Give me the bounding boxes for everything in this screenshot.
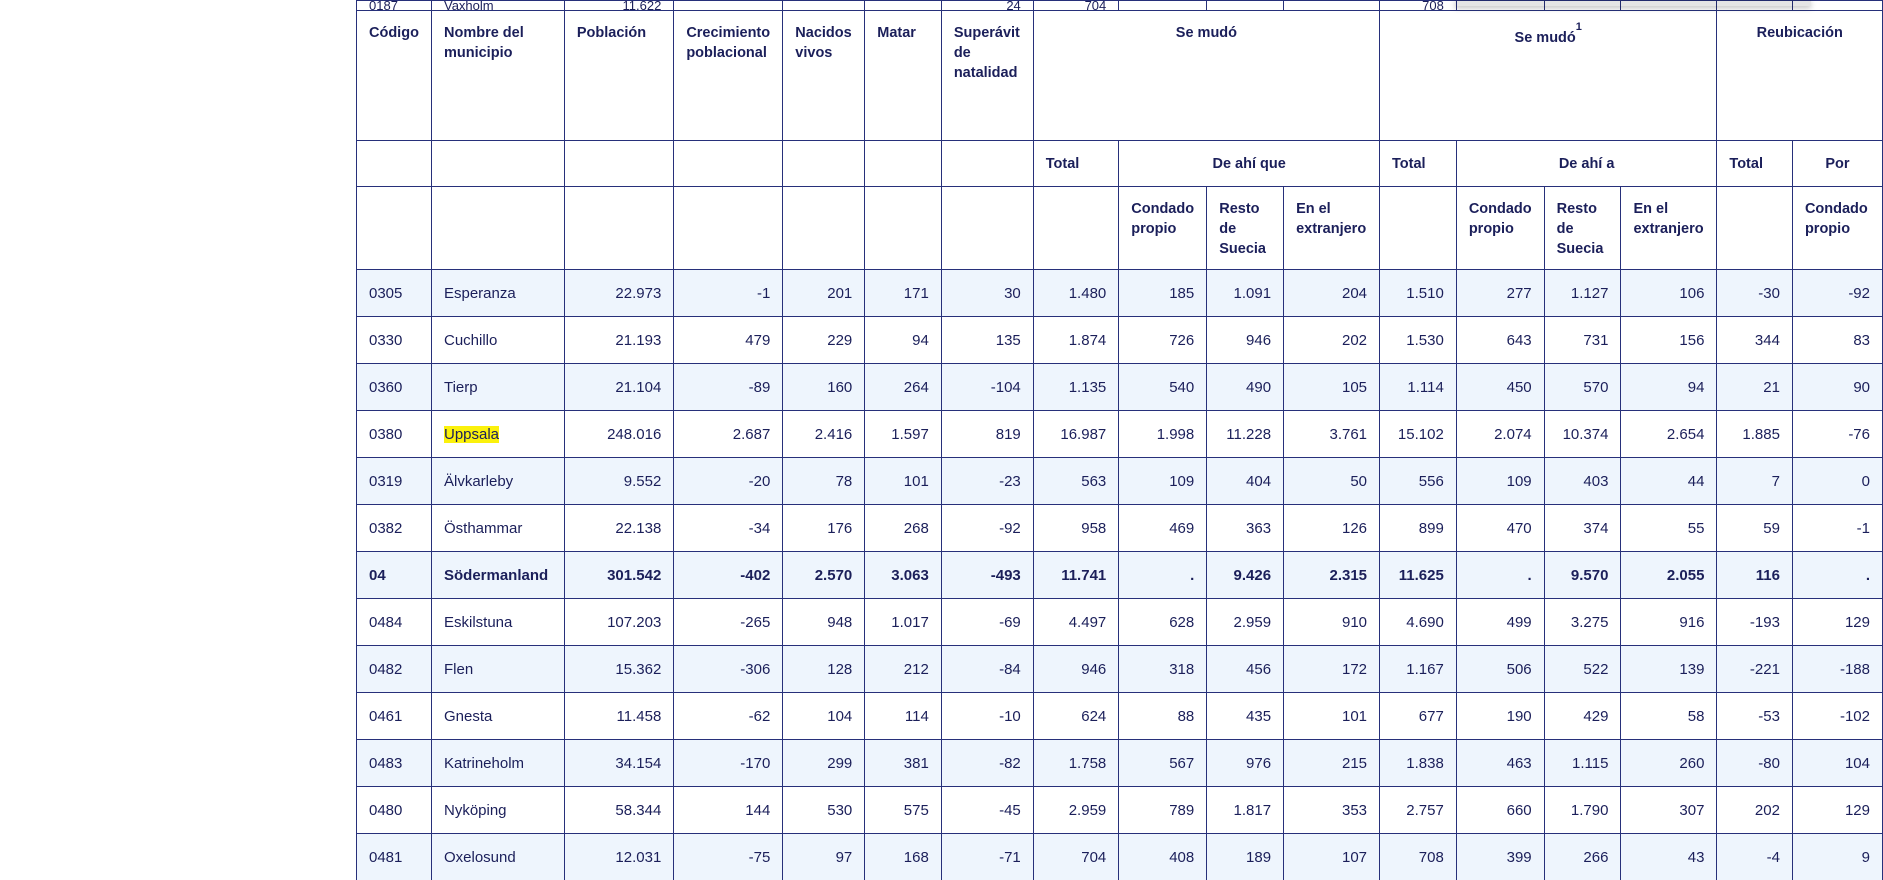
cell-value: 624 — [1033, 693, 1118, 740]
cell-value: 556 — [1380, 458, 1457, 505]
header-blank — [674, 141, 783, 187]
cell-value: -62 — [674, 693, 783, 740]
table-cell: 0187 — [357, 1, 432, 11]
cell-codigo: 04 — [357, 552, 432, 599]
cell-nombre: Esperanza — [431, 270, 564, 317]
header-blank — [941, 187, 1033, 270]
cell-value: 2.074 — [1456, 411, 1544, 458]
table-row[interactable] — [357, 505, 1883, 552]
cell-value: 97 — [783, 834, 865, 880]
cell-value: 1.790 — [1544, 787, 1621, 834]
cell-value: 116 — [1717, 552, 1793, 599]
cell-value: -265 — [674, 599, 783, 646]
cell-codigo: 0319 — [357, 458, 432, 505]
table-row[interactable] — [357, 552, 1883, 599]
cell-value: 1.091 — [1207, 270, 1284, 317]
cell-value: 109 — [1119, 458, 1207, 505]
cell-value: 344 — [1717, 317, 1793, 364]
cell-value: 789 — [1119, 787, 1207, 834]
header-blank — [865, 187, 942, 270]
cell-value: 404 — [1207, 458, 1284, 505]
cell-value: -193 — [1717, 599, 1793, 646]
cell-value: 201 — [783, 270, 865, 317]
cell-value: -306 — [674, 646, 783, 693]
header-blank — [1380, 187, 1457, 270]
cell-value: 563 — [1033, 458, 1118, 505]
cell-value: 59 — [1717, 505, 1793, 552]
cell-value: -30 — [1717, 270, 1793, 317]
cell-value: 104 — [1792, 740, 1882, 787]
cell-value: 408 — [1119, 834, 1207, 880]
cell-value: 101 — [1284, 693, 1380, 740]
cell-value: 172 — [1284, 646, 1380, 693]
cell-value: -221 — [1717, 646, 1793, 693]
cell-value: 2.959 — [1033, 787, 1118, 834]
header-matar: Matar — [865, 11, 942, 141]
cell-value: -1 — [674, 270, 783, 317]
cell-value: 43 — [1621, 834, 1717, 880]
header-reubicacion — [1717, 11, 1883, 141]
cell-value: 156 — [1621, 317, 1717, 364]
header-de-ahi-que: De ahí que — [1119, 141, 1380, 187]
cell-value: 677 — [1380, 693, 1457, 740]
table-row[interactable] — [357, 693, 1883, 740]
cell-codigo: 0480 — [357, 787, 432, 834]
cell-value: 58 — [1621, 693, 1717, 740]
cell-codigo: 0360 — [357, 364, 432, 411]
table-cell — [1284, 1, 1380, 11]
cell-value: 9.552 — [564, 458, 673, 505]
cell-value: 403 — [1544, 458, 1621, 505]
cell-value: -84 — [941, 646, 1033, 693]
cell-value: 268 — [865, 505, 942, 552]
cell-value: 958 — [1033, 505, 1118, 552]
dropdown-shadow — [1455, 0, 1811, 6]
cell-value: 435 — [1207, 693, 1284, 740]
header-total-out: Total — [1380, 141, 1457, 187]
cell-value: 34.154 — [564, 740, 673, 787]
cell-value: 1.127 — [1544, 270, 1621, 317]
cell-value: 463 — [1456, 740, 1544, 787]
cell-value: 2.654 — [1621, 411, 1717, 458]
header-blank — [783, 141, 865, 187]
table-cell: Vaxholm — [431, 1, 564, 11]
cell-value: 916 — [1621, 599, 1717, 646]
cell-value: 30 — [941, 270, 1033, 317]
table-row[interactable] — [357, 787, 1883, 834]
cell-value: 277 — [1456, 270, 1544, 317]
cell-value: 499 — [1456, 599, 1544, 646]
cell-value: 202 — [1717, 787, 1793, 834]
cell-value: 15.362 — [564, 646, 673, 693]
header-blank — [674, 187, 783, 270]
cell-value: -89 — [674, 364, 783, 411]
cell-value: 1.998 — [1119, 411, 1207, 458]
cell-value: 10.374 — [1544, 411, 1621, 458]
header-blank — [783, 187, 865, 270]
cell-value: 139 — [1621, 646, 1717, 693]
table-row[interactable] — [357, 270, 1883, 317]
cell-value: 2.416 — [783, 411, 865, 458]
cell-value: 318 — [1119, 646, 1207, 693]
cell-nombre: Tierp — [431, 364, 564, 411]
cell-value: 190 — [1456, 693, 1544, 740]
cell-value: 94 — [865, 317, 942, 364]
table-row[interactable] — [357, 834, 1883, 880]
cell-value: 248.016 — [564, 411, 673, 458]
cell-nombre: Gnesta — [431, 693, 564, 740]
table-row[interactable] — [357, 411, 1883, 458]
cell-codigo: 0382 — [357, 505, 432, 552]
cell-value: -80 — [1717, 740, 1793, 787]
cell-value: 9 — [1792, 834, 1882, 880]
cell-value: 21.104 — [564, 364, 673, 411]
header-resto-suecia-out: Resto de Suecia — [1544, 187, 1621, 270]
cell-value: 1.758 — [1033, 740, 1118, 787]
cell-value: 374 — [1544, 505, 1621, 552]
header-por: Por — [1792, 141, 1882, 187]
table-row[interactable] — [357, 458, 1883, 505]
cell-nombre: Älvkarleby — [431, 458, 564, 505]
header-extranjero-out: En el extranjero — [1621, 187, 1717, 270]
cell-value: -402 — [674, 552, 783, 599]
cell-value: 3.275 — [1544, 599, 1621, 646]
header-blank — [431, 141, 564, 187]
cell-value: 540 — [1119, 364, 1207, 411]
table-cell: 11.622 — [564, 1, 673, 11]
cell-value: 11.625 — [1380, 552, 1457, 599]
cell-value: 726 — [1119, 317, 1207, 364]
cell-value: 456 — [1207, 646, 1284, 693]
cell-value: 2.315 — [1284, 552, 1380, 599]
cell-nombre — [431, 411, 564, 458]
cell-value: 307 — [1621, 787, 1717, 834]
cell-value: 9.426 — [1207, 552, 1284, 599]
cell-value: 55 — [1621, 505, 1717, 552]
table-row[interactable] — [357, 646, 1883, 693]
cell-value: 3.063 — [865, 552, 942, 599]
header-condado-propio-reub: Condado propio — [1792, 187, 1882, 270]
cell-value: 660 — [1456, 787, 1544, 834]
table-row[interactable] — [357, 364, 1883, 411]
cell-value: -102 — [1792, 693, 1882, 740]
cell-value: 126 — [1284, 505, 1380, 552]
cell-value: 78 — [783, 458, 865, 505]
cell-value: 2.687 — [674, 411, 783, 458]
cell-codigo: 0305 — [357, 270, 432, 317]
cell-value: 570 — [1544, 364, 1621, 411]
header-superavit: Superávit de natalidad — [941, 11, 1033, 141]
cell-value: 88 — [1119, 693, 1207, 740]
table-cell — [783, 1, 865, 11]
cell-value: 976 — [1207, 740, 1284, 787]
cell-value: 83 — [1792, 317, 1882, 364]
cell-value: 171 — [865, 270, 942, 317]
cell-value: 128 — [783, 646, 865, 693]
cell-value: 429 — [1544, 693, 1621, 740]
cell-value: 12.031 — [564, 834, 673, 880]
cell-nombre: Cuchillo — [431, 317, 564, 364]
cell-value: -1 — [1792, 505, 1882, 552]
cell-value: 1.114 — [1380, 364, 1457, 411]
cell-value: 899 — [1380, 505, 1457, 552]
cell-value: 708 — [1380, 834, 1457, 880]
cell-value: 160 — [783, 364, 865, 411]
cell-value: 1.885 — [1717, 411, 1793, 458]
cell-value: 94 — [1621, 364, 1717, 411]
cell-value: 628 — [1119, 599, 1207, 646]
cell-value: 2.959 — [1207, 599, 1284, 646]
cell-value: 506 — [1456, 646, 1544, 693]
cell-value: 22.138 — [564, 505, 673, 552]
footnote-marker[interactable]: 1 — [1575, 21, 1582, 33]
header-extranjero-in: En el extranjero — [1284, 187, 1380, 270]
cell-value: 135 — [941, 317, 1033, 364]
cell-nombre: Eskilstuna — [431, 599, 564, 646]
cell-value: 114 — [865, 693, 942, 740]
table-row[interactable] — [357, 317, 1883, 364]
header-row-main — [357, 11, 1883, 141]
header-reubicacion-label: Reubicación — [1756, 25, 1843, 41]
header-crecimiento: Crecimiento poblacional — [674, 11, 783, 141]
cell-value: -45 — [941, 787, 1033, 834]
table-cell: 704 — [1033, 1, 1118, 11]
table-cell: 24 — [941, 1, 1033, 11]
cell-value: 1.115 — [1544, 740, 1621, 787]
cell-value: 0 — [1792, 458, 1882, 505]
cell-value: 185 — [1119, 270, 1207, 317]
cell-value: 4.690 — [1380, 599, 1457, 646]
cell-value: 189 — [1207, 834, 1284, 880]
cell-value: 15.102 — [1380, 411, 1457, 458]
cell-value: 106 — [1621, 270, 1717, 317]
cell-value: 3.761 — [1284, 411, 1380, 458]
header-nombre: Nombre del municipio — [431, 11, 564, 141]
cell-codigo: 0330 — [357, 317, 432, 364]
header-blank — [941, 141, 1033, 187]
header-blank — [357, 187, 432, 270]
cell-nombre: Oxelosund — [431, 834, 564, 880]
cell-value: 1.874 — [1033, 317, 1118, 364]
header-se-mudo-out-label: Se mudó — [1514, 29, 1576, 46]
header-blank — [564, 141, 673, 187]
header-total-in: Total — [1033, 141, 1118, 187]
cell-value: 144 — [674, 787, 783, 834]
cell-value: -20 — [674, 458, 783, 505]
cell-value: 101 — [865, 458, 942, 505]
header-blank — [357, 141, 432, 187]
cell-value: 21.193 — [564, 317, 673, 364]
header-se-mudo-in-label: Se mudó — [1175, 25, 1238, 41]
cell-value: 50 — [1284, 458, 1380, 505]
cell-codigo: 0461 — [357, 693, 432, 740]
population-table — [356, 0, 1883, 880]
cell-value: 9.570 — [1544, 552, 1621, 599]
header-blank — [431, 187, 564, 270]
cell-value: 1.597 — [865, 411, 942, 458]
header-row-detail — [357, 187, 1883, 270]
cell-value: 215 — [1284, 740, 1380, 787]
cell-value: 90 — [1792, 364, 1882, 411]
cell-value: 129 — [1792, 599, 1882, 646]
cell-value: 575 — [865, 787, 942, 834]
cell-value: -4 — [1717, 834, 1793, 880]
header-resto-suecia-in: Resto de Suecia — [1207, 187, 1284, 270]
cell-value: 450 — [1456, 364, 1544, 411]
cell-value: 1.167 — [1380, 646, 1457, 693]
cell-value: 44 — [1621, 458, 1717, 505]
cell-codigo: 0484 — [357, 599, 432, 646]
cell-value: 819 — [941, 411, 1033, 458]
cell-value: 229 — [783, 317, 865, 364]
header-se-mudo-out — [1380, 11, 1717, 141]
table-cell — [1207, 1, 1284, 11]
cell-codigo: 0483 — [357, 740, 432, 787]
cell-value: 212 — [865, 646, 942, 693]
cell-value: 946 — [1207, 317, 1284, 364]
cell-value: 299 — [783, 740, 865, 787]
cell-nombre: Södermanland — [431, 552, 564, 599]
cell-value: 399 — [1456, 834, 1544, 880]
search-highlight: Uppsala — [443, 425, 500, 443]
table-row[interactable] — [357, 599, 1883, 646]
cell-value: 109 — [1456, 458, 1544, 505]
header-condado-propio-out: Condado propio — [1456, 187, 1544, 270]
cell-value: -92 — [1792, 270, 1882, 317]
cell-value: 1.510 — [1380, 270, 1457, 317]
cell-value: 2.757 — [1380, 787, 1457, 834]
cell-value: -170 — [674, 740, 783, 787]
cell-value: 946 — [1033, 646, 1118, 693]
cell-value: 301.542 — [564, 552, 673, 599]
cell-nombre: Östhammar — [431, 505, 564, 552]
header-se-mudo-in — [1033, 11, 1379, 141]
cell-value: 1.817 — [1207, 787, 1284, 834]
cell-value: 567 — [1119, 740, 1207, 787]
cell-value: -493 — [941, 552, 1033, 599]
cell-value: 260 — [1621, 740, 1717, 787]
table-viewport[interactable] — [356, 0, 1883, 880]
header-blank — [1717, 187, 1793, 270]
cell-value: 1.135 — [1033, 364, 1118, 411]
cell-nombre: Flen — [431, 646, 564, 693]
cell-value: 479 — [674, 317, 783, 364]
table-cell: 708 — [1380, 1, 1457, 11]
cell-value: . — [1456, 552, 1544, 599]
cell-value: 1.838 — [1380, 740, 1457, 787]
cell-value: 264 — [865, 364, 942, 411]
header-nacidos: Nacidos vivos — [783, 11, 865, 141]
header-row-sub — [357, 141, 1883, 187]
cell-value: -71 — [941, 834, 1033, 880]
cell-value: 204 — [1284, 270, 1380, 317]
table-cell — [674, 1, 783, 11]
cell-value: 704 — [1033, 834, 1118, 880]
cell-value: 530 — [783, 787, 865, 834]
cell-value: 353 — [1284, 787, 1380, 834]
cell-value: -188 — [1792, 646, 1882, 693]
cell-value: -23 — [941, 458, 1033, 505]
cell-codigo: 0380 — [357, 411, 432, 458]
cell-value: 168 — [865, 834, 942, 880]
cell-value: 948 — [783, 599, 865, 646]
cell-value: 363 — [1207, 505, 1284, 552]
cell-value: 202 — [1284, 317, 1380, 364]
cell-value: 1.480 — [1033, 270, 1118, 317]
cell-codigo: 0482 — [357, 646, 432, 693]
cell-value: 176 — [783, 505, 865, 552]
cell-value: 11.741 — [1033, 552, 1118, 599]
cell-value: . — [1792, 552, 1882, 599]
cell-value: 11.458 — [564, 693, 673, 740]
header-codigo: Código — [357, 11, 432, 141]
cell-value: 105 — [1284, 364, 1380, 411]
cell-value: 4.497 — [1033, 599, 1118, 646]
cell-value: -53 — [1717, 693, 1793, 740]
cell-nombre: Katrineholm — [431, 740, 564, 787]
left-margin — [0, 0, 356, 880]
cell-value: 910 — [1284, 599, 1380, 646]
header-total-reub: Total — [1717, 141, 1793, 187]
cell-value: 2.570 — [783, 552, 865, 599]
table-cell — [865, 1, 942, 11]
table-cell — [1119, 1, 1207, 11]
cell-value: 522 — [1544, 646, 1621, 693]
cell-value: -34 — [674, 505, 783, 552]
cell-value: -76 — [1792, 411, 1882, 458]
cell-value: 1.530 — [1380, 317, 1457, 364]
cell-value: 107 — [1284, 834, 1380, 880]
header-condado-propio-in: Condado propio — [1119, 187, 1207, 270]
cell-value: -82 — [941, 740, 1033, 787]
cell-value: 21 — [1717, 364, 1793, 411]
cell-value: -92 — [941, 505, 1033, 552]
cell-value: 107.203 — [564, 599, 673, 646]
cell-value: 381 — [865, 740, 942, 787]
cell-value: 129 — [1792, 787, 1882, 834]
header-blank — [1033, 187, 1118, 270]
cell-value: 22.973 — [564, 270, 673, 317]
cell-value: -10 — [941, 693, 1033, 740]
cell-value: 469 — [1119, 505, 1207, 552]
cell-value: -75 — [674, 834, 783, 880]
cell-codigo: 0481 — [357, 834, 432, 880]
cell-value: -104 — [941, 364, 1033, 411]
cell-value: 7 — [1717, 458, 1793, 505]
cell-value: 490 — [1207, 364, 1284, 411]
cell-value: 731 — [1544, 317, 1621, 364]
cell-value: 470 — [1456, 505, 1544, 552]
cell-value: 1.017 — [865, 599, 942, 646]
header-blank — [564, 187, 673, 270]
cell-value: -69 — [941, 599, 1033, 646]
cell-value: 104 — [783, 693, 865, 740]
cell-value: 58.344 — [564, 787, 673, 834]
cell-value: 11.228 — [1207, 411, 1284, 458]
header-blank — [865, 141, 942, 187]
header-de-ahi-a: De ahí a — [1456, 141, 1717, 187]
header-poblacion: Población — [564, 11, 673, 141]
cell-value: 643 — [1456, 317, 1544, 364]
cell-value: 266 — [1544, 834, 1621, 880]
cell-value: 2.055 — [1621, 552, 1717, 599]
cell-value: . — [1119, 552, 1207, 599]
table-row[interactable] — [357, 740, 1883, 787]
cell-nombre: Nyköping — [431, 787, 564, 834]
cell-value: 16.987 — [1033, 411, 1118, 458]
